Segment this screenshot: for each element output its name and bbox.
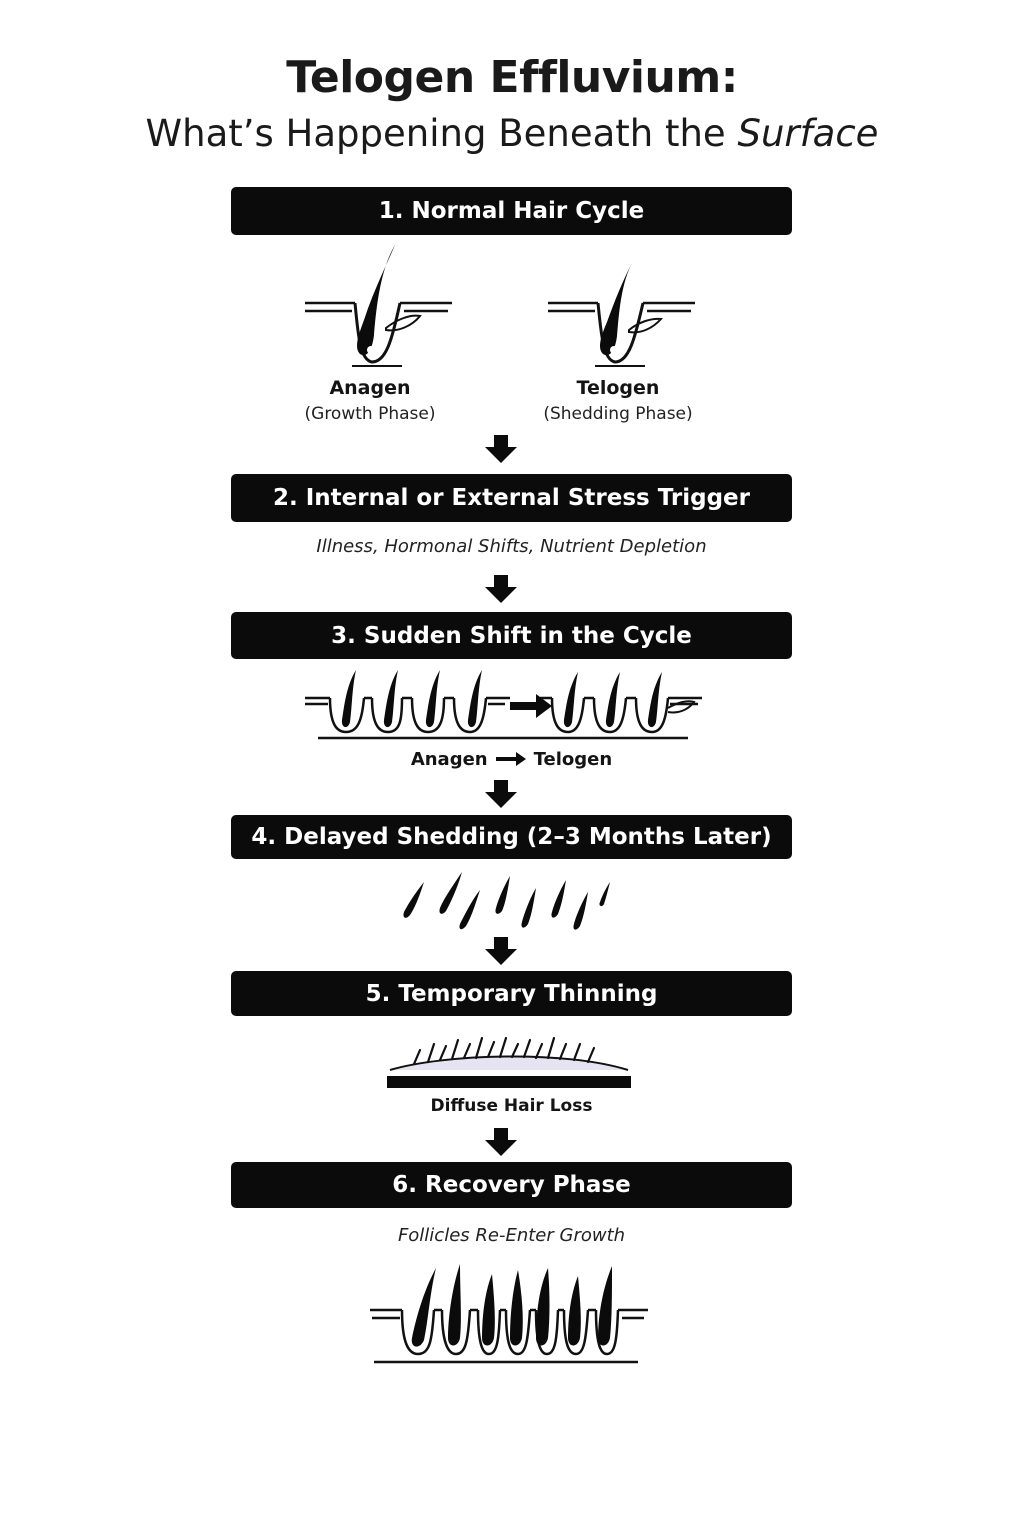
transition-to-label: Telogen bbox=[533, 748, 613, 770]
step-3-banner: 3. Sudden Shift in the Cycle bbox=[231, 612, 792, 659]
recovery-follicles-icon bbox=[366, 1262, 651, 1366]
telogen-detail: (Shedding Phase) bbox=[543, 404, 693, 424]
recovery-caption: Follicles Re-Enter Growth bbox=[397, 1225, 626, 1246]
step-2-banner: 2. Internal or External Stress Trigger bbox=[231, 474, 792, 522]
anagen-detail: (Growth Phase) bbox=[304, 404, 436, 424]
step-5-banner: 5. Temporary Thinning bbox=[231, 971, 792, 1016]
down-arrow-icon bbox=[484, 435, 518, 463]
step-4-banner: 4. Delayed Shedding (2–3 Months Later) bbox=[231, 815, 792, 859]
page-subtitle bbox=[0, 112, 1024, 155]
telogen-label: Telogen bbox=[576, 377, 660, 399]
right-arrow-icon bbox=[496, 752, 526, 766]
step-1-banner: 1. Normal Hair Cycle bbox=[231, 187, 792, 235]
page-title: Telogen Effluvium: bbox=[286, 52, 738, 103]
transition-from-label: Anagen bbox=[410, 748, 488, 770]
subtitle-text: What’s Happening Beneath the bbox=[145, 112, 738, 155]
anagen-label: Anagen bbox=[329, 377, 411, 399]
down-arrow-icon bbox=[484, 937, 518, 965]
down-arrow-icon bbox=[484, 575, 518, 603]
stress-triggers-caption: Illness, Hormonal Shifts, Nutrient Depletion bbox=[316, 536, 707, 557]
falling-hair-icon bbox=[398, 868, 618, 933]
subtitle-italic-text: Surface bbox=[737, 112, 879, 155]
down-arrow-icon bbox=[484, 1128, 518, 1156]
cycle-shift-follicles-icon bbox=[300, 668, 710, 743]
anagen-to-telogen-row bbox=[231, 746, 792, 772]
down-arrow-icon bbox=[484, 780, 518, 808]
anagen-follicle-icon bbox=[300, 240, 460, 375]
thinning-caption: Diffuse Hair Loss bbox=[430, 1096, 593, 1116]
thinning-scalp-icon bbox=[384, 1032, 634, 1090]
telogen-follicle-icon bbox=[543, 258, 703, 375]
step-6-banner: 6. Recovery Phase bbox=[231, 1162, 792, 1208]
